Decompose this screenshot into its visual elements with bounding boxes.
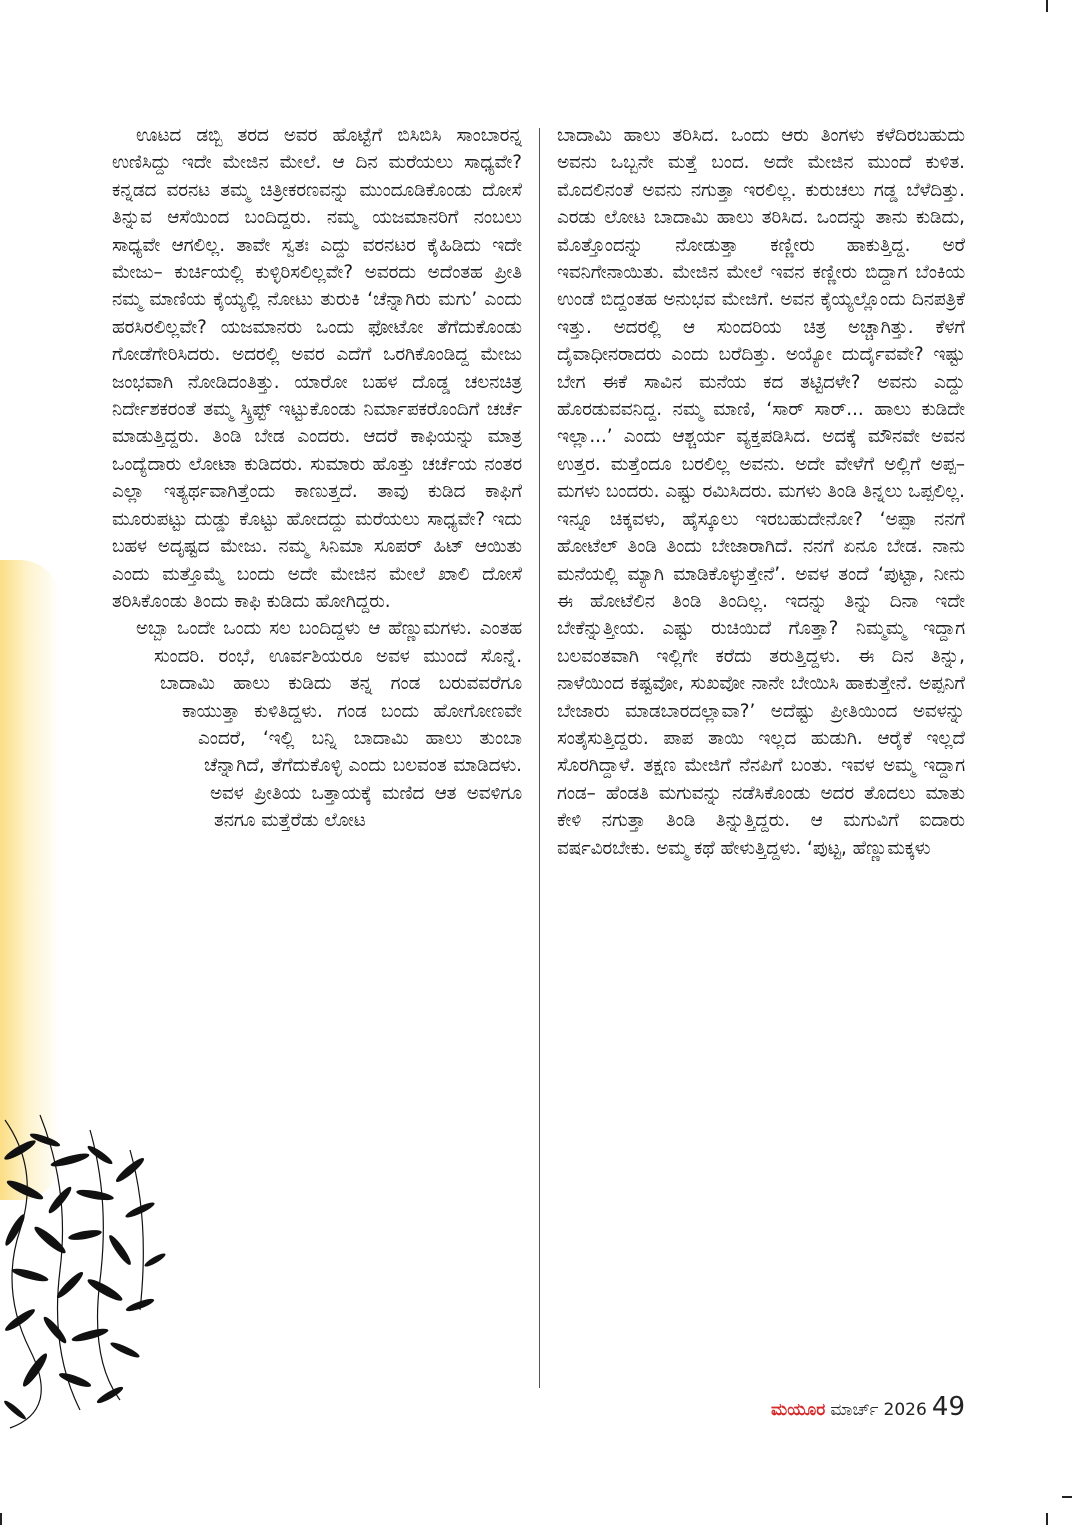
issue-month: ಮಾರ್ಚ್ xyxy=(830,1400,879,1420)
article-paragraph: ಬಾದಾಮಿ ಹಾಲು ತರಿಸಿದ. ಒಂದು ಆರು ತಿಂಗಳು ಕಳೆದಿರಬಹುದು ಅವನು ಒಬ್ಬನೇ ಮತ್ತೆ ಬಂದ. ಅದೇ ಮೇಜಿನ ಮುಂದೆ ಕುಳಿತ. ಮೊದಲಿನಂತೆ ಅವನು ನಗುತ್ತಾ ಇರಲಿಲ್ಲ. ಕುರುಚಲು ಗಡ್ಡ ಬೆಳೆದಿತ್ತು. ಎರಡು ಲೋಟ ಬಾದಾಮಿ ಹಾಲು ತರಿಸಿದ. ಒಂದನ್ನು ತಾನು ಕುಡಿದು, ಮೊತ್ತೊಂದನ್ನು ನೋಡುತ್ತಾ ಕಣ್ಣೀರು ಹಾಕುತ್ತಿದ್ದ. ಅರೆ ಇವನಿಗೇನಾಯಿತು. ಮೇಜಿನ ಮೇಲೆ ಇವನ ಕಣ್ಣೀರು ಬಿದ್ದಾಗ ಬೆಂಕಿಯ ಉಂಡೆ ಬಿದ್ದಂತಹ ಅನುಭವ ಮೇಜಿಗೆ. ಅವನ ಕೈಯ್ಯಲ್ಲೊಂದು ದಿನಪತ್ರಿಕೆ ಇತ್ತು. ಅದರಲ್ಲಿ ಆ ಸುಂದರಿಯ ಚಿತ್ರ ಅಚ್ಚಾಗಿತ್ತು. ಕೆಳಗೆ ದೈವಾಧೀನರಾದರು ಎಂದು ಬರೆದಿತ್ತು. ಅಯ್ಯೋ ದುರ್ದೈವವೇ? ಇಷ್ಟು ಬೇಗ ಈಕೆ ಸಾವಿನ ಮನೆಯ ಕದ ತಟ್ಟಿದಳೇ? ಅವನು ಎದ್ದು ಹೊರಡುವವನಿದ್ದ. ನಮ್ಮ ಮಾಣಿ, ‘ಸಾರ್ ಸಾರ್... ಹಾಲು ಕುಡಿದೇ ಇಲ್ಲಾ...’ ಎಂದು ಆಶ್ಚರ್ಯ ವ್ಯಕ್ತಪಡಿಸಿದ. ಅದಕ್ಕೆ ಮೌನವೇ ಅವನ ಉತ್ತರ. ಮತ್ತೆಂದೂ ಬರಲಿಲ್ಲ ಅವನು. ಅದೇ ವೇಳೆಗೆ ಅಲ್ಲಿಗೆ ಅಪ್ಪ– ಮಗಳು ಬಂದರು. ಎಷ್ಟು ರಮಿಸಿದರು. ಮಗಳು ತಿಂಡಿ ತಿನ್ನಲು ಒಪ್ಪಲಿಲ್ಲ. ಇನ್ನೂ ಚಿಕ್ಕವಳು, ಹೈಸ್ಕೂಲು ಇರಬಹುದೇನೋ? ‘ಅಪ್ಪಾ ನನಗೆ ಹೋಟೆಲ್ ತಿಂಡಿ ತಿಂದು ಬೇಜಾರಾಗಿದೆ. ನನಗೆ ಏನೂ ಬೇಡ. ನಾನು ಮನೆಯಲ್ಲಿ ಮ್ಯಾಗಿ ಮಾಡಿಕೊಳ್ಳುತ್ತೇನೆ’. ಅವಳ ತಂದೆ ‘ಪುಟ್ಟಾ, ನೀನು ಈ ಹೋಟೆಲಿನ ತಿಂಡಿ ತಿಂದಿಲ್ಲ. ಇದನ್ನು ತಿನ್ನು ದಿನಾ ಇದೇ ಬೇಕೆನ್ನುತ್ತೀಯ. ಎಷ್ಟು ರುಚಿಯಿದೆ ಗೊತ್ತಾ? ನಿಮ್ಮಮ್ಮ ಇದ್ದಾಗ ಬಲವಂತವಾಗಿ ಇಲ್ಲಿಗೇ ಕರೆದು ತರುತ್ತಿದ್ದಳು. ಈ ದಿನ ತಿನ್ನು, ನಾಳೆಯಿಂದ ಕಷ್ಟವೋ, ಸುಖವೋ ನಾನೇ ಬೇಯಿಸಿ ಹಾಕುತ್ತೇನೆ. ಅಪ್ಪನಿಗೆ ಬೇಜಾರು ಮಾಡಬಾರದಲ್ಲಾವಾ?’ ಅದೆಷ್ಟು ಪ್ರೀತಿಯಿಂದ ಅವಳನ್ನು ಸಂತೈಸುತ್ತಿದ್ದರು. ಪಾಪ ತಾಯಿ ಇಲ್ಲದ ಹುಡುಗಿ. ಆರೈಕೆ ಇಲ್ಲದೆ ಸೊರಗಿದ್ದಾಳೆ. ತಕ್ಷಣ ಮೇಜಿಗೆ ನೆನಪಿಗೆ ಬಂತು. ಇವಳ ಅಮ್ಮ ಇದ್ದಾಗ ಗಂಡ– ಹೆಂಡತಿ ಮಗುವನ್ನು ನಡೆಸಿಕೊಂಡು ಅದರ ತೊದಲು ಮಾತು ಕೇಳಿ ನಗುತ್ತಾ ತಿಂಡಿ ತಿನ್ನುತ್ತಿದ್ದರು. ಆ ಮಗುವಿಗೆ ಐದಾರು ವರ್ಷವಿರಬೇಕು. ಅಮ್ಮ ಕಥೆ ಹೇಳುತ್ತಿದ್ದಳು. ‘ಪುಟ್ಟ, ಹೆಣ್ಣುಮಕ್ಕಳು xyxy=(557,125,965,859)
magazine-brand: ಮಯೂರ xyxy=(771,1400,826,1420)
article-right-column xyxy=(557,122,965,862)
page-footer xyxy=(720,1392,965,1422)
leaf-illustration xyxy=(0,1110,170,1430)
article-left-column xyxy=(112,122,522,944)
column-divider xyxy=(539,128,540,1388)
lamp-glow xyxy=(0,560,60,1200)
crop-mark xyxy=(1062,1496,1072,1498)
crop-mark xyxy=(1046,1513,1048,1525)
issue-year: 2026 xyxy=(883,1400,927,1420)
article-paragraph: ಊಟದ ಡಬ್ಬಿ ತರದ ಅವರ ಹೊಟ್ಟೆಗೆ ಬಿಸಿಬಿಸಿ ಸಾಂಬಾರನ್ನ ಉಣಿಸಿದ್ದು ಇದೇ ಮೇಜಿನ ಮೇಲೆ. ಆ ದಿನ ಮರೆಯಲು ಸಾಧ್ಯವೇ? ಕನ್ನಡದ ವರನಟ ತಮ್ಮ ಚಿತ್ರೀಕರಣವನ್ನು ಮುಂದೂಡಿಕೊಂಡು ದೋಸೆ ತಿನ್ನುವ ಆಸೆಯಿಂದ ಬಂದಿದ್ದರು. ನಮ್ಮ ಯಜಮಾನರಿಗೆ ನಂಬಲು ಸಾಧ್ಯವೇ ಆಗಲಿಲ್ಲ. ತಾವೇ ಸ್ವತಃ ಎದ್ದು ವರನಟರ ಕೈಹಿಡಿದು ಇದೇ ಮೇಜು– ಕುರ್ಚಿಯಲ್ಲಿ ಕುಳ್ಳಿರಿಸಲಿಲ್ಲವೇ? ಅವರದು ಅದೆಂತಹ ಪ್ರೀತಿ ನಮ್ಮ ಮಾಣಿಯ ಕೈಯ್ಯಲ್ಲಿ ನೋಟು ತುರುಕಿ ‘ಚೆನ್ನಾಗಿರು ಮಗು’ ಎಂದು ಹರಸಿರಲಿಲ್ಲವೇ? ಯಜಮಾನರು ಒಂದು ಫೋಟೋ ತೆಗೆದುಕೊಂಡು ಗೋಡೆಗೇರಿಸಿದರು. ಅದರಲ್ಲಿ ಅವರ ಎದೆಗೆ ಒರಗಿಕೊಂಡಿದ್ದ ಮೇಜು ಜಂಭವಾಗಿ ನೋಡಿದಂತಿತ್ತು. ಯಾರೋ ಬಹಳ ದೊಡ್ಡ ಚಲನಚಿತ್ರ ನಿರ್ದೇಶಕರಂತೆ ತಮ್ಮ ಸ್ಕ್ರಿಪ್ಟ್ ಇಟ್ಟುಕೊಂಡು ನಿರ್ಮಾಪಕರೊಂದಿಗೆ ಚರ್ಚೆ ಮಾಡುತ್ತಿದ್ದರು. ತಿಂಡಿ ಬೇಡ ಎಂದರು. ಆದರೆ ಕಾಫಿಯನ್ನು ಮಾತ್ರ ಒಂದ್ಯೆದಾರು ಲೋಟಾ ಕುಡಿದರು. ಸುಮಾರು ಹೊತ್ತು ಚರ್ಚೆಯ ನಂತರ ಎಲ್ಲಾ ಇತ್ಯರ್ಥವಾಗಿತ್ತೆಂದು ಕಾಣುತ್ತದೆ. ತಾವು ಕುಡಿದ ಕಾಫಿಗೆ ಮೂರುಪಟ್ಟು ದುಡ್ಡು ಕೊಟ್ಟು ಹೋದದ್ದು ಮರೆಯಲು ಸಾಧ್ಯವೇ? ಇದು ಬಹಳ ಅದೃಷ್ಟದ ಮೇಜು. ನಮ್ಮ ಸಿನಿಮಾ ಸೂಪರ್ ಹಿಟ್ ಆಯಿತು ಎಂದು ಮತ್ತೊಮ್ಮೆ ಬಂದು ಅದೇ ಮೇಜಿನ ಮೇಲೆ ಖಾಲಿ ದೋಸೆ ತರಿಸಿಕೊಂಡು ತಿಂದು ಕಾಫಿ ಕುಡಿದು ಹೋಗಿದ್ದರು. xyxy=(112,125,522,612)
page-number: 49 xyxy=(931,1392,965,1422)
crop-mark xyxy=(0,1513,2,1525)
crop-mark xyxy=(1046,0,1048,12)
article-paragraph: ಅಬ್ಬಾ ಒಂದೇ ಒಂದು ಸಲ ಬಂದಿದ್ದಳು ಆ ಹೆಣ್ಣುಮಗಳು. ಎಂತಹ ಸುಂದರಿ. ರಂಭೆ, ಊರ್ವಶಿಯರೂ ಅವಳ ಮುಂದೆ ಸೊನ್ನೆ. ಬಾದಾಮಿ ಹಾಲು ಕುಡಿದು ತನ್ನ ಗಂಡ ಬರುವವರೆಗೂ ಕಾಯುತ್ತಾ ಕುಳಿತಿದ್ದಳು. ಗಂಡ ಬಂದು ಹೋಗೋಣವೇ ಎಂದರೆ, ‘ಇಲ್ಲಿ ಬನ್ನಿ ಬಾದಾಮಿ ಹಾಲು ತುಂಬಾ ಚೆನ್ನಾಗಿದೆ, ತೆಗೆದುಕೊಳ್ಳಿ ಎಂದು ಬಲವಂತ ಮಾಡಿದಳು. ಅವಳ ಪ್ರೀತಿಯ ಒತ್ತಾಯಕ್ಕೆ ಮಣಿದ ಆತ ಅವಳಿಗೂ ತನಗೂ ಮತ್ತೆರೆಡು ಲೋಟ xyxy=(136,618,522,832)
